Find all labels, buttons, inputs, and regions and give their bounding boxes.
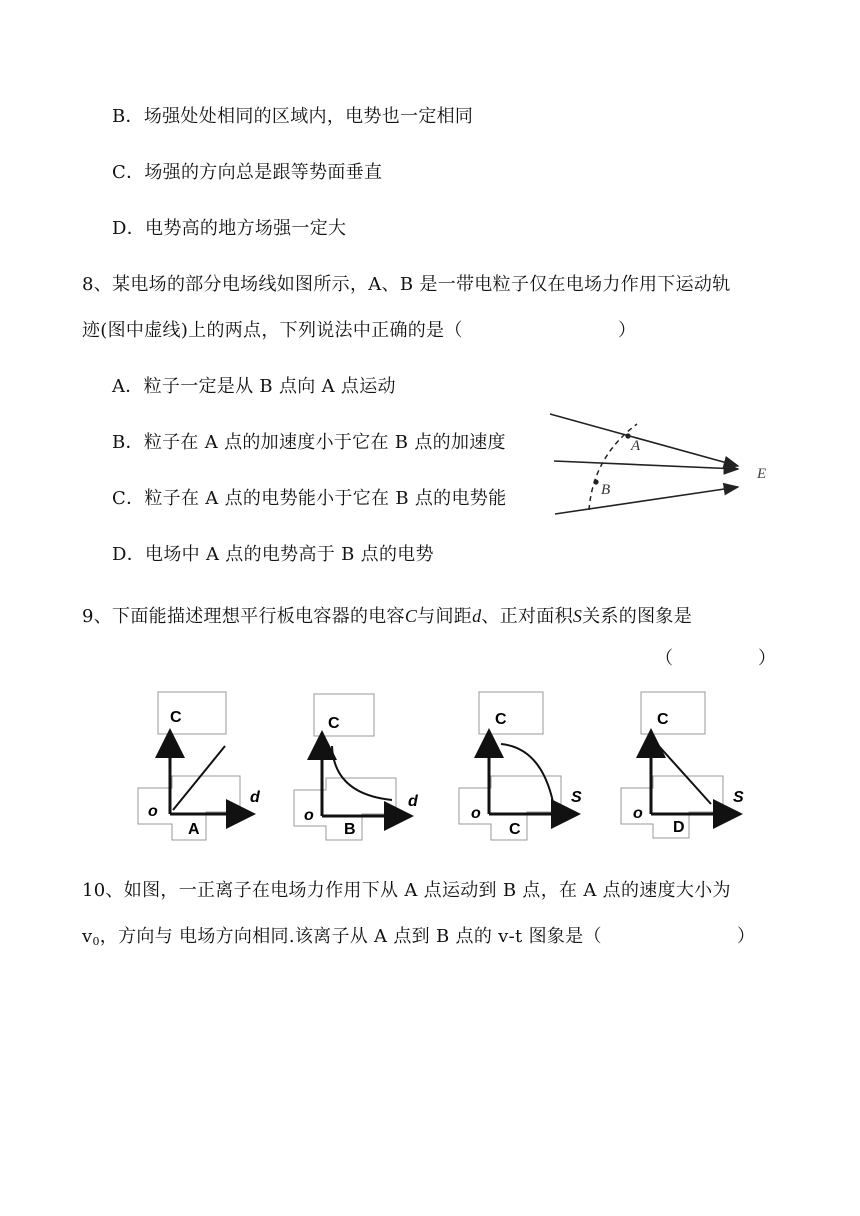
graph-c-option-label: C	[509, 821, 521, 838]
point-a-dot	[625, 433, 630, 438]
q10-answer-close-paren: ）	[737, 926, 756, 947]
q7-option-b: B．场强处处相同的区域内，电势也一定相同	[112, 106, 474, 127]
q9-graph-a	[136, 690, 276, 842]
q8-field-figure	[545, 402, 785, 522]
graph-b-y-label: C	[328, 715, 340, 732]
graph-c-origin: o	[471, 805, 481, 822]
q9-var-d: d	[472, 606, 482, 626]
q9-stem-part3: 、正对面积	[481, 606, 573, 627]
field-line-top	[550, 414, 738, 466]
q9-var-c: C	[404, 606, 418, 626]
q10-stem-rest: ，方向与 电场方向相同.该离子从 A 点到 B 点的 v-t 图象是（	[99, 926, 602, 947]
q9-stem	[82, 604, 692, 629]
q8-option-d: D．电场中 A 点的电势高于 B 点的电势	[112, 544, 434, 565]
q9-answer-open-paren: （	[655, 648, 674, 669]
q9-stem-part2: 与间距	[417, 606, 473, 627]
q8-stem-line2	[82, 319, 463, 343]
graph-b-option-label: B	[344, 821, 356, 838]
q8-stem-line1: 8、某电场的部分电场线如图所示，A、B 是一带电粒子仅在电场力作用下运动轨	[82, 274, 731, 295]
graph-d-origin: o	[633, 805, 643, 822]
q9-stem-part1: 9、下面能描述理想平行板电容器的电容	[82, 606, 405, 627]
point-b-dot	[593, 479, 598, 484]
q8-stem-text: 迹(图中虚线)上的两点，下列说法中正确的是（	[82, 320, 463, 341]
q9-graph-d	[619, 690, 759, 842]
q9-graph-c	[457, 690, 597, 842]
q9-answer-close-paren: ）	[758, 648, 777, 669]
q10-stem-line2	[82, 925, 602, 951]
graph-b-x-label: d	[408, 793, 418, 810]
graph-a-x-label: d	[250, 789, 260, 806]
graph-d-option-label: D	[673, 819, 685, 836]
q9-stem-part4: 关系的图象是	[582, 606, 693, 627]
point-a-label: A	[631, 438, 641, 454]
field-line-bottom	[555, 487, 738, 514]
graph-d-x-label: S	[733, 789, 744, 806]
graph-a-y-label: C	[170, 709, 182, 726]
graph-a-option-label: A	[188, 821, 200, 838]
graph-b-origin: o	[304, 807, 314, 824]
q7-option-d: D．电势高的地方场强一定大	[112, 218, 347, 239]
point-b-label: B	[601, 482, 611, 498]
q10-stem-line1: 10、如图，一正离子在电场力作用下从 A 点运动到 B 点，在 A 点的速度大小为	[82, 880, 731, 901]
q8-answer-close-paren: ）	[618, 320, 637, 341]
field-e-label: E	[757, 466, 767, 482]
q10-var-v: v	[82, 926, 93, 947]
q7-option-c: C．场强的方向总是跟等势面垂直	[112, 162, 383, 183]
graph-c-y-label: C	[495, 711, 507, 728]
q8-option-a: A．粒子一定是从 B 点向 A 点运动	[112, 376, 396, 397]
q8-option-c: C．粒子在 A 点的电势能小于它在 B 点的电势能	[112, 488, 507, 509]
q8-option-b: B．粒子在 A 点的加速度小于它在 B 点的加速度	[112, 432, 506, 453]
graph-d-y-label: C	[657, 711, 669, 728]
graph-a-origin: o	[148, 803, 158, 820]
graph-c-x-label: S	[571, 789, 582, 806]
q9-graph-b	[292, 692, 432, 844]
field-line-middle	[554, 461, 738, 469]
q9-var-s: S	[572, 606, 583, 626]
q10-var-v-subscript: 0	[92, 935, 100, 948]
